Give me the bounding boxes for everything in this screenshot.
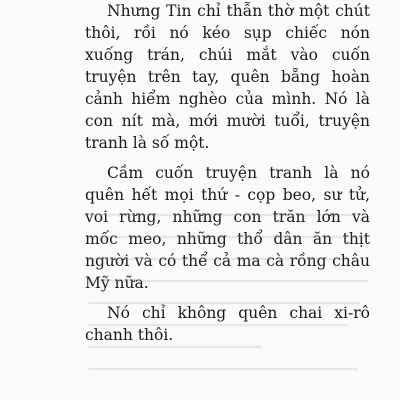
- paragraph-2: Cầm cuốn truyện tranh là nó quên hết mọi thứ - cọp beo, sư tử, voi rừng, những con trăn lớn và mốc meo, những thổ dân ăn thịt người và có thể cả ma cà rồng châu Mỹ nữa.: [85, 164, 370, 292]
- paragraph-1: Nhưng Tin chỉ thẫn thờ một chút thôi, rồi nó kéo sụp chiếc nón xuống trán, chúi mắt vào cuốn truyện trên tay, quên bẵng hoàn cảnh hiểm nghèo của mình. Nó là con nít mà, mới mười tuổi, truyện tranh là số một.: [85, 2, 370, 152]
- bleed-line: [88, 258, 343, 260]
- bleed-line: [88, 280, 369, 282]
- bleed-line: [88, 302, 361, 304]
- bleed-line: [88, 324, 349, 326]
- bleed-through-text: [88, 214, 378, 400]
- bleed-line: [88, 346, 262, 348]
- bleed-line: [88, 368, 358, 370]
- paragraph-3: Nó chỉ không quên chai xi-rô chanh thôi.: [85, 304, 370, 344]
- bleed-line: [88, 214, 355, 216]
- bleed-line: [88, 236, 366, 238]
